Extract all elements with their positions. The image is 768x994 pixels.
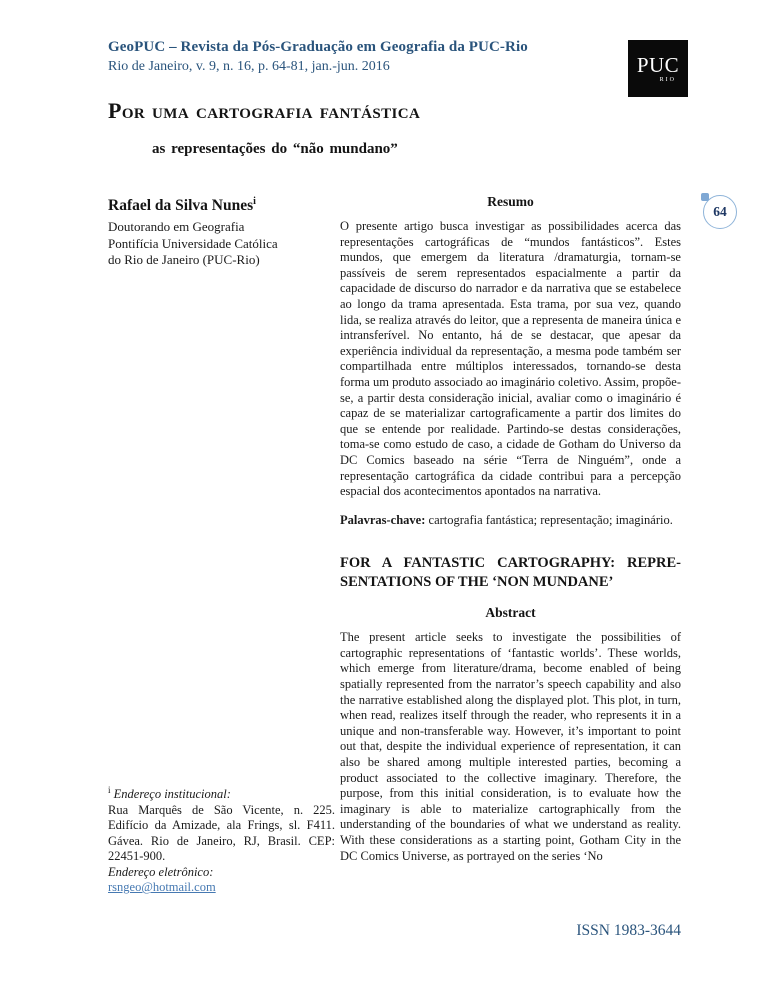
keywords-label: Palavras-chave: <box>340 512 426 527</box>
author-note-ref: i <box>253 196 256 207</box>
author-block <box>108 196 332 269</box>
footnote-marker: i <box>108 785 111 795</box>
issn-label: ISSN 1983-3644 <box>576 922 681 939</box>
abstracts-column <box>340 194 681 864</box>
page-number-badge <box>703 195 737 229</box>
abstract-heading: Abstract <box>485 605 536 621</box>
affiliation-line: Pontifícia Universidade Católica <box>108 235 278 251</box>
resumo-heading: Resumo <box>487 194 534 209</box>
footnote-email-label: Endereço eletrônico: <box>108 864 214 879</box>
footnote-institutional-label: Endereço institucional: <box>113 787 231 802</box>
footnote-address: Rua Marquês de São Vicente, n. 225. Edifício da Amizade, ala Frings, sl. F411. Gávea. Rio de Janeiro, RJ, Brasil. CEP: 22451-900. <box>108 802 335 864</box>
article-title: Por uma cartografia fantástica <box>108 98 421 123</box>
page-number: 64 <box>713 204 727 219</box>
affiliation-line: Doutorando em Geografia <box>108 219 245 235</box>
puc-logo-subtext: RIO <box>659 76 676 83</box>
article-subtitle: as representações do “não mundano” <box>152 141 398 157</box>
keywords-text: cartografia fantástica; representação; imaginário. <box>428 512 673 527</box>
author-name <box>108 196 332 215</box>
english-title <box>340 554 681 592</box>
keywords-paragraph <box>340 513 681 529</box>
puc-rio-logo <box>628 40 688 97</box>
english-title-line2: SENTATIONS OF THE ‘NON MUNDANE’ <box>340 574 614 591</box>
email-link[interactable]: rsngeo@hotmail.com <box>108 880 216 895</box>
journal-header <box>108 37 528 77</box>
footnote-institutional-line <box>108 783 335 803</box>
affiliation-line: do Rio de Janeiro (PUC-Rio) <box>108 252 260 268</box>
english-title-line1: FOR A FANTASTIC CARTOGRAPHY: REPRE- <box>340 555 681 572</box>
badge-dot-icon <box>701 193 709 201</box>
journal-title: GeoPUC – Revista da Pós-Graduação em Geografia da PUC-Rio <box>108 39 528 55</box>
author-name-text: Rafael da Silva Nunes <box>108 197 254 215</box>
resumo-text: O presente artigo busca investigar as possibilidades acerca das representações cartográficas de “mundos fantásticos”. Estes mundos, que emergem da literatura /dramaturgia, tornam-se passíveis de serem representados espacialmente a partir da capacidade de discurso do narrador e da narrativa que se estabelece ao longo da trama apresentada. Esta trama, por sua vez, quando lida, se realiza através do leitor, que a representa de maneira única e intransferível. No entanto, há de se destacar, que apesar da experiência individual da representação, a mesma pode também ser compartilhada entre múltiplos interessados, tornando-se desta forma um produto associado ao imaginário coletivo. Assim, propõe-se, a partir desta consideração inicial, avaliar como o imaginário é capaz de se materializar cartograficamente a partir dos limites do que se entende por realidade. Partindo-se destas considerações, toma-se como estudo de caso, a cidade de Gotham do Universo da DC Comics baseado na série “Terra de Ninguém”, onde a representação cartográfica da cidade contribui para a percepção espacial dos acontecimentos apontados na narrativa. <box>340 219 681 499</box>
puc-logo-text: PUC <box>636 52 680 77</box>
abstract-text: The present article seeks to investigate the possibilities of cartographic representations of ‘fantastic worlds’. These worlds, which emerge from literature/drama, become enabled of being spatially represented from the narrator’s speech capability and also the narrative established along the displayed plot. This plot, in turn, when read, realizes itself through the reader, who represents it in a unique and non-transferable way. However, it’s important to point out that, despite the individual experience of representation, it can also be shared among multiple interested parties, becoming a product associated to the collective imaginary. Therefore, the purpose, from this initial consideration, is to evaluate how the imaginary is able to materialize cartographically from the understanding of the boundaries of what we understand as reality. With these considerations as a starting point, Gotham City in the DC Comics Universe, as portrayed on the series ‘No <box>340 630 681 863</box>
issue-info: Rio de Janeiro, v. 9, n. 16, p. 64-81, jan.-jun. 2016 <box>108 59 390 74</box>
footnote <box>108 783 335 896</box>
